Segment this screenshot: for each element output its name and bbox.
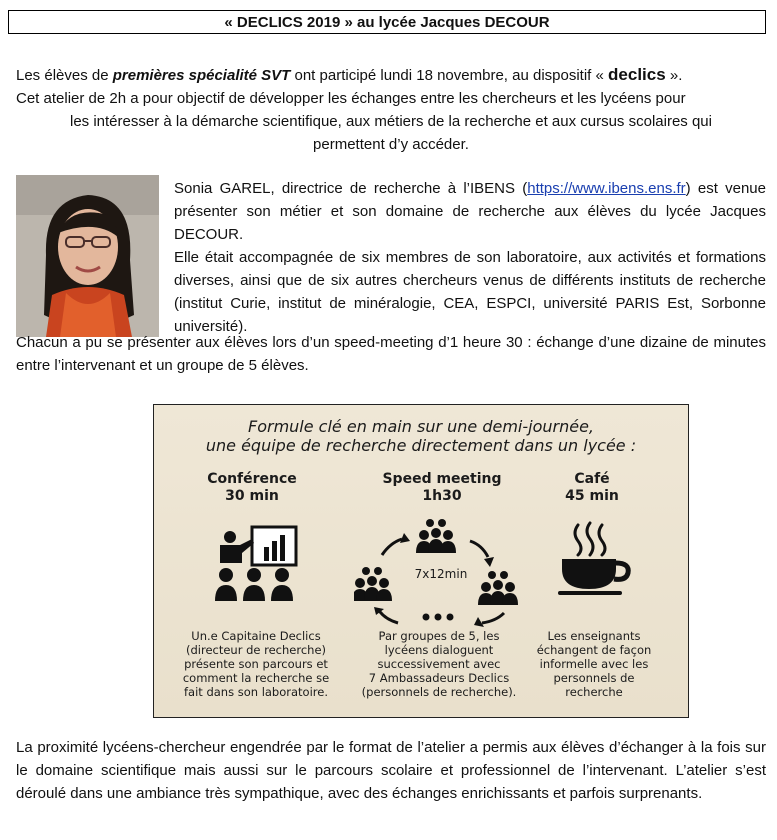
intro-text-3: ». (665, 67, 683, 84)
cafe-name: Café (574, 471, 610, 487)
conference-name: Conférence (207, 471, 297, 487)
cafe-desc-line: informelle avec les (539, 657, 649, 671)
speed-meeting-name: Speed meeting (382, 471, 502, 487)
speed-desc-line: Par groupes de 5, les (378, 629, 500, 643)
conference-duration: 30 min (225, 488, 279, 504)
cafe-desc-line: recherche (565, 685, 623, 699)
infographic-title (154, 417, 688, 455)
cafe-duration: 45 min (565, 488, 619, 504)
infographic-title-line-2: une équipe de recherche directement dans un lycée : (205, 436, 637, 455)
cafe-desc-line: échangent de façon (536, 643, 652, 657)
declics-word: declics (608, 65, 666, 84)
conference-desc-line: fait dans son laboratoire. (183, 685, 328, 699)
speed-meeting-heading (362, 471, 522, 505)
speed-desc-line: (personnels de recherche). (361, 685, 517, 699)
infographic-title-line-1: Formule clé en main sur une demi-journée, (248, 417, 594, 436)
cafe-description (524, 629, 664, 699)
presenter-icon (212, 523, 302, 603)
intro-text-2: ont participé lundi 18 novembre, au dispositif « (290, 67, 609, 84)
page-title: « DECLICS 2019 » au lycée Jacques DECOUR (8, 10, 766, 34)
conference-desc-line: comment la recherche se (182, 671, 330, 685)
conference-description (176, 629, 336, 699)
speed-desc-line: 7 Ambassadeurs Declics (368, 671, 510, 685)
intro-line-4: permettent d’y accéder. (313, 136, 469, 153)
conference-desc-line: (directeur de recherche) (185, 643, 327, 657)
researcher-text-3: Elle était accompagnée de six membres de son laboratoire, aux activités et formations diverses, ainsi que de six autres chercheurs venus de différents instituts de recherche (institut Curie, institut de minéralogie, CEA, ESPCI, université PARIS Est, Sorbonne université). (174, 249, 766, 335)
researcher-text-2: ) est venue présenter son métier et son domaine de recherche aux élèves du lycée Jacques DECOUR. (174, 180, 766, 243)
researcher-photo (16, 175, 159, 337)
intro-line-2: Cet atelier de 2h a pour objectif de développer les échanges entre les chercheurs et les lycéens pour (16, 90, 686, 107)
ibens-link[interactable]: https://www.ibens.ens.fr (527, 180, 686, 197)
speed-meeting-paragraph: Chacun a pu se présenter aux élèves lors d’un speed-meeting d’1 heure 30 : échange d’une dizaine de minutes entre l’intervenant et un groupe de 5 élèves. (16, 334, 766, 374)
rotation-label: 7x12min (414, 567, 468, 581)
conference-desc-line: Un.e Capitaine Declics (191, 629, 321, 643)
conference-desc-line: présente son parcours et (184, 657, 328, 671)
speed-desc-line: lycéens dialoguent (384, 643, 494, 657)
cafe-desc-line: personnels de (553, 671, 635, 685)
conference-heading (182, 471, 322, 505)
cafe-desc-line: Les enseignants (547, 629, 641, 643)
speed-meeting-duration: 1h30 (422, 488, 462, 504)
conclusion-paragraph: La proximité lycéens-chercheur engendrée par le format de l’atelier a permis aux élèves d’échanger à la fois sur le domaine scientifique mais aussi sur le parcours scolaire et professionnel de l’intervenant. L’atelier s’est déroulé dans une ambiance très sympathique, avec des échanges enrichissants et parfois surprenants. (16, 739, 766, 802)
researcher-paragraph (174, 177, 766, 338)
speed-meeting-description (354, 629, 524, 699)
intro-line-3: les intéresser à la démarche scientifique, aux métiers de la recherche et aux cursus scolaires qui (70, 113, 712, 130)
speed-desc-line: successivement avec (377, 657, 501, 671)
intro-paragraph (16, 63, 766, 156)
intro-text: Les élèves de (16, 67, 113, 84)
cafe-heading (532, 471, 652, 505)
declics-infographic (153, 404, 689, 718)
intro-emphasis: premières spécialité SVT (112, 67, 291, 84)
researcher-text: Sonia GAREL, directrice de recherche à l’IBENS ( (174, 180, 528, 197)
coffee-cup-icon (554, 519, 634, 599)
